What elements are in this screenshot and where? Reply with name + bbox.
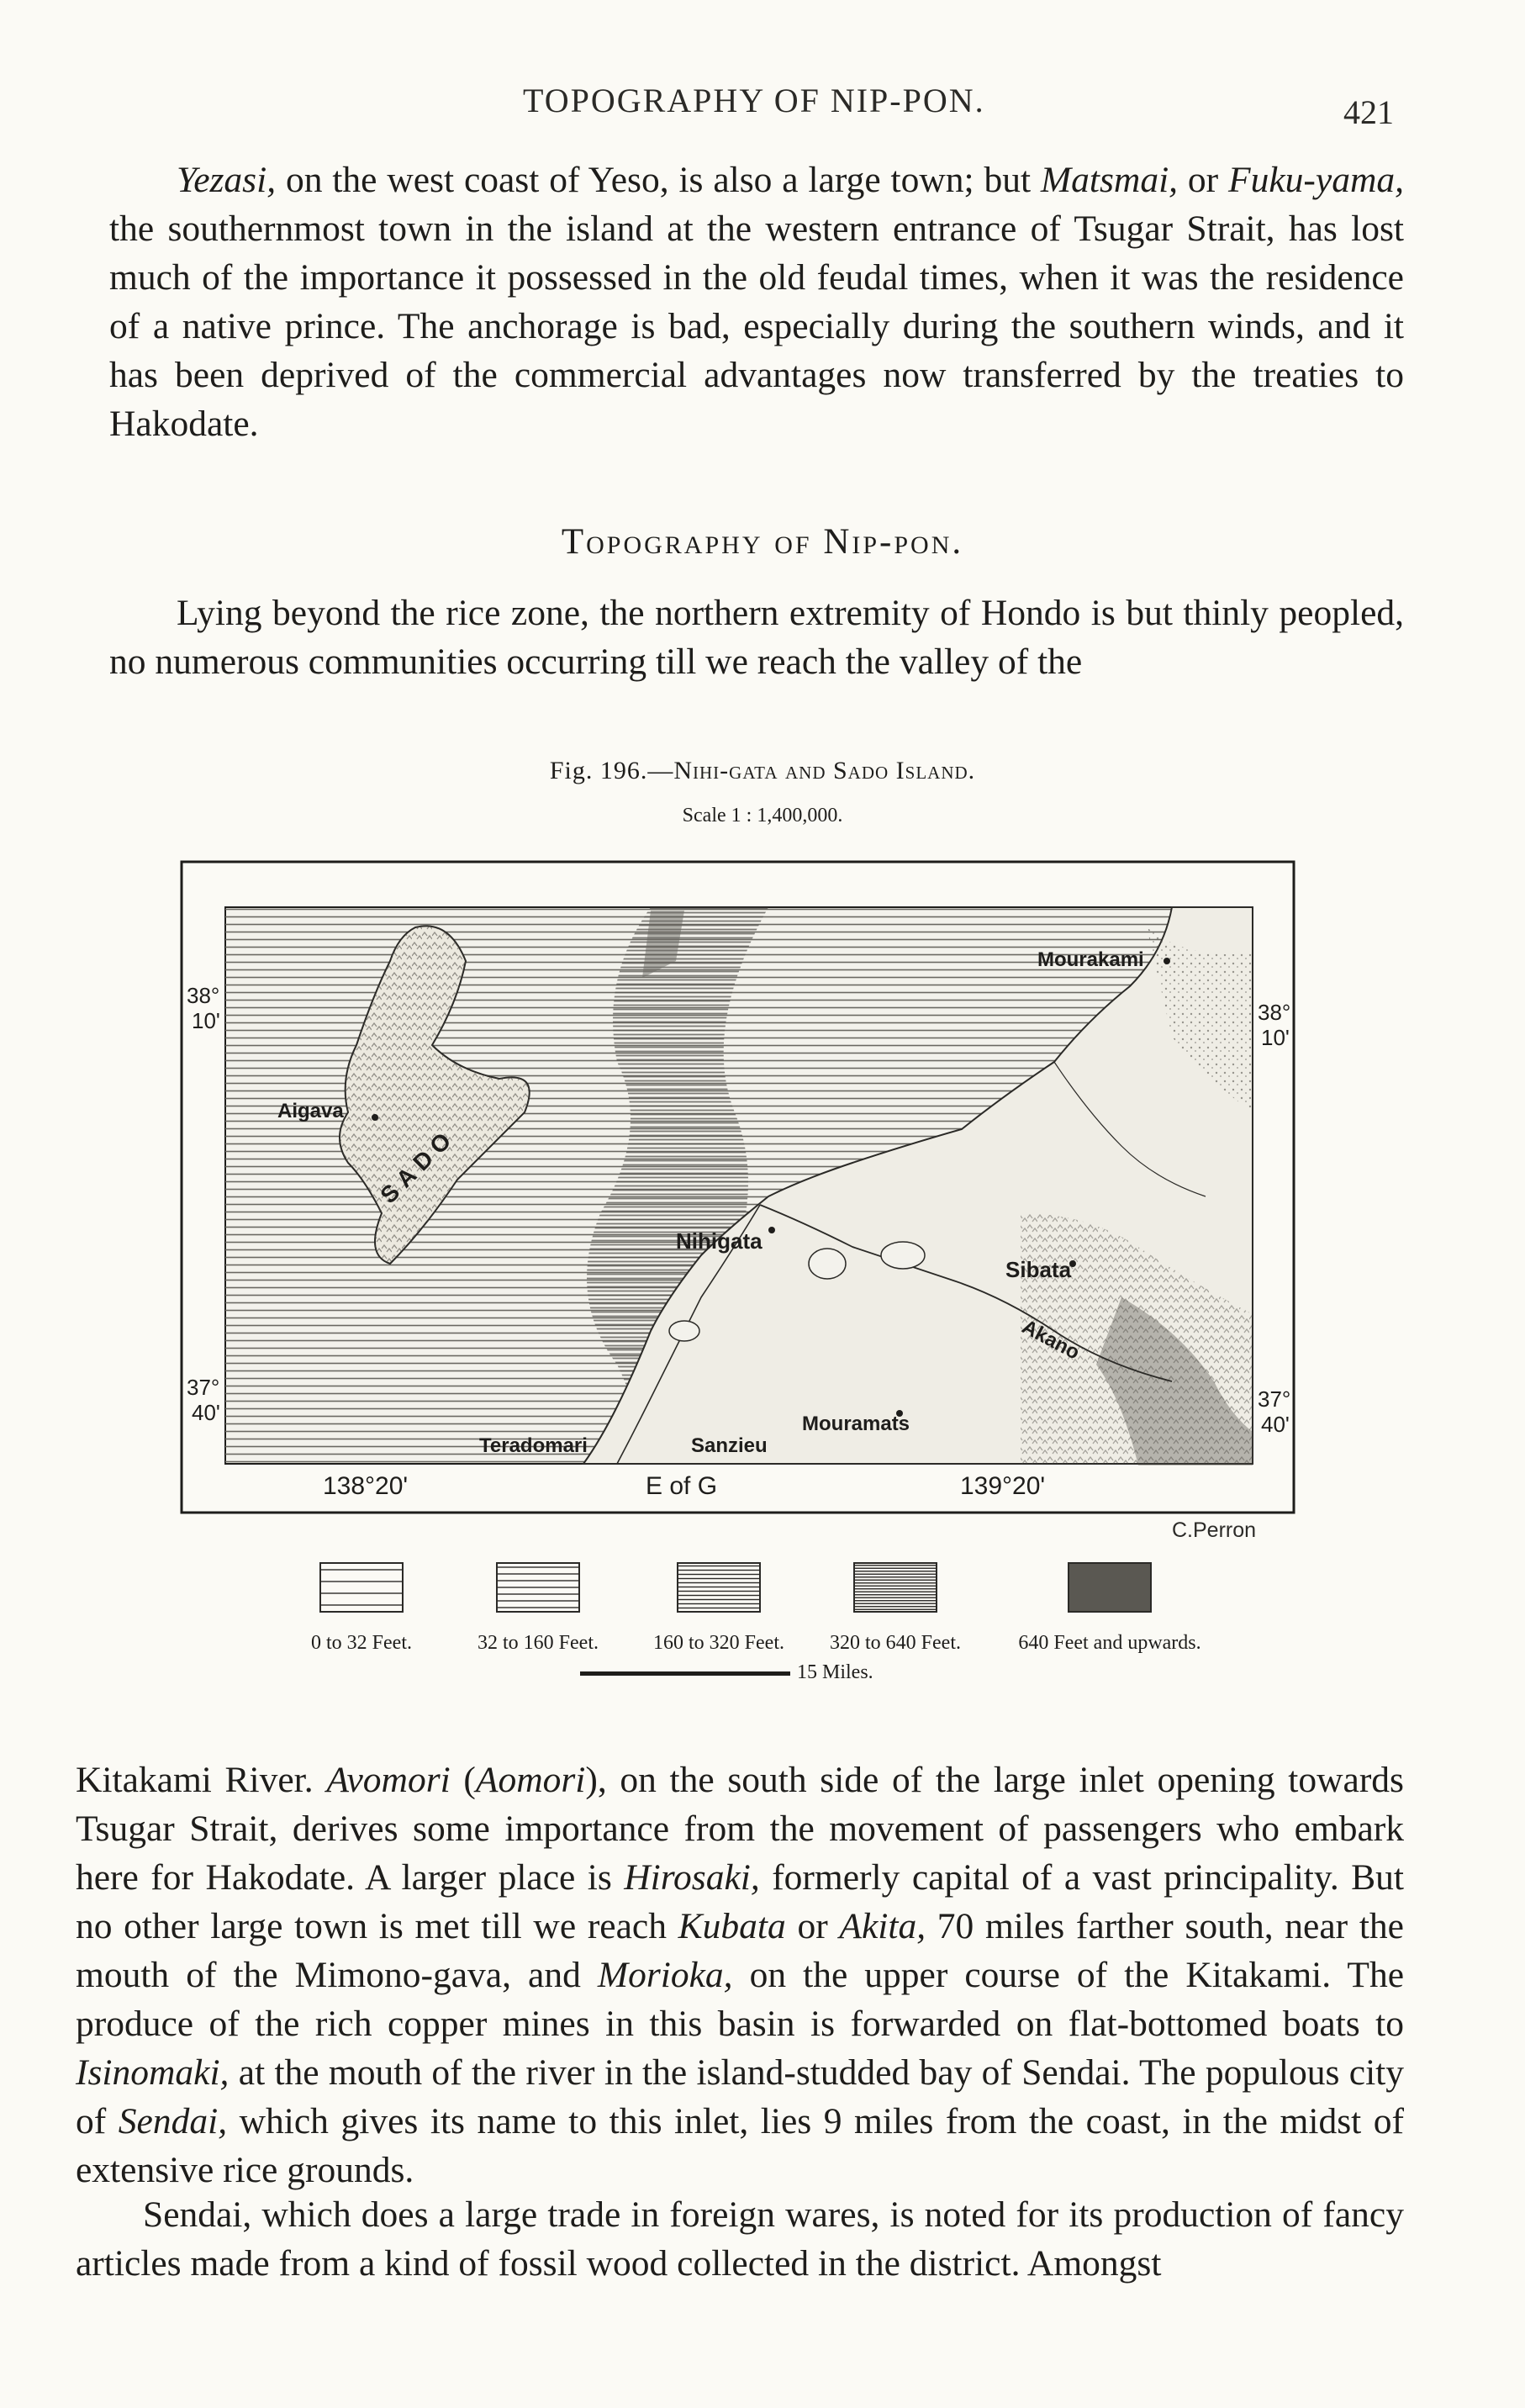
legend-swatch <box>1068 1562 1152 1613</box>
text-segment: Kitakami River. <box>76 1760 327 1800</box>
scale-bar-label: 15 Miles. <box>797 1661 873 1683</box>
label-aigava: Aigava <box>277 1100 344 1122</box>
place-akita: Akita, <box>839 1906 926 1946</box>
text-segment: formerly capital of a vast principality. But no other large town is met till we reach <box>76 1857 1404 1946</box>
label-sibata: Sibata <box>1005 1257 1072 1282</box>
text-segment: on the west coast of Yeso, is also a large town; but <box>276 160 1041 200</box>
paragraph-kitakami <box>76 1756 1404 2194</box>
lat-38-left-min: 10' <box>192 1008 220 1033</box>
text-segment: on the upper course of the Kitakami. The produce of the rich copper mines in this basin is forwarded on flat-bottomed boats to <box>76 1955 1405 2044</box>
lat-37-left-min: 40' <box>192 1400 220 1425</box>
lat-38-right-min: 10' <box>1261 1025 1290 1050</box>
figure-title: —Nihi-gata and Sado Island. <box>647 757 976 784</box>
lat-37-right: 37° <box>1258 1386 1291 1412</box>
text-segment: the southernmost town in the island at the western entrance of Tsugar Strait, has lost much of the importance it possessed in the old feudal times, when it was the residence of a native prince. The anchorage is bad, especially during the southern winds, and it has been deprived of the commercial advantages now transferred by the treaties to Hakodate. <box>109 209 1404 444</box>
map-figure <box>180 860 1295 1514</box>
figure-label: Fig. 196. <box>549 757 648 784</box>
lagoon <box>881 1242 925 1269</box>
text-segment: at the mouth of the river in the island-studded bay of Sendai. The populous city of <box>76 2052 1404 2141</box>
lat-38-left: 38° <box>187 983 220 1008</box>
legend-label: 640 Feet and upwards. <box>1018 1632 1201 1654</box>
place-morioka: Morioka, <box>597 1955 733 1995</box>
place-kubata: Kubata <box>678 1906 786 1946</box>
text-segment: which gives its name to this inlet, lies 9 miles from the coast, in the midst of extensive rice grounds. <box>76 2101 1404 2190</box>
legend-item <box>471 1562 605 1655</box>
legend-swatch <box>496 1562 580 1613</box>
lat-37-left: 37° <box>187 1375 220 1400</box>
scale-bar-line <box>580 1671 790 1676</box>
text-segment: or <box>1178 160 1229 200</box>
label-nihigata: Nihigata <box>676 1228 762 1254</box>
page-number: 421 <box>1343 93 1394 131</box>
lon-right: 139°20' <box>960 1472 1046 1500</box>
place-sendai: Sendai, <box>118 2101 228 2141</box>
section-heading: Topography of Nip-pon. <box>561 522 964 562</box>
lagoon <box>809 1249 846 1279</box>
legend-label: 320 to 640 Feet. <box>830 1632 961 1654</box>
place-aomori: Aomori <box>475 1760 586 1800</box>
legend-item <box>824 1562 967 1655</box>
legend-item <box>992 1562 1227 1655</box>
scale-bar <box>580 1661 873 1684</box>
text-segment: ( <box>450 1760 476 1800</box>
label-sado: SADO <box>375 1122 462 1209</box>
label-sanzieu: Sanzieu <box>691 1434 768 1457</box>
legend-item <box>647 1562 790 1655</box>
town-dot-nihigata <box>768 1227 775 1233</box>
paragraph-text: Sendai, which does a large trade in foreign wares, is noted for its production of fancy articles made from a kind of fossil wood collected in the district. Amongst <box>76 2194 1404 2284</box>
lagoon <box>669 1321 699 1341</box>
legend-swatch <box>677 1562 761 1613</box>
legend-label: 0 to 32 Feet. <box>311 1632 412 1654</box>
legend-swatch <box>319 1562 404 1613</box>
figure-scale: Scale 1 : 1,400,000. <box>682 805 843 826</box>
lon-center: E of G <box>646 1472 718 1500</box>
legend-label: 160 to 320 Feet. <box>653 1632 784 1654</box>
place-hirosaki: Hirosaki, <box>624 1857 760 1898</box>
legend-swatch <box>853 1562 937 1613</box>
paragraph-sendai <box>76 2190 1404 2288</box>
legend-label: 32 to 160 Feet. <box>478 1632 599 1654</box>
place-fukuyama: Fuku-yama, <box>1228 160 1404 200</box>
lat-37-right-min: 40' <box>1261 1412 1290 1437</box>
lat-38-right: 38° <box>1258 1000 1291 1025</box>
town-dot-aigava <box>372 1114 378 1121</box>
legend-item <box>303 1562 420 1655</box>
place-yezasi: Yezasi, <box>177 160 277 200</box>
place-isinomaki: Isinomaki, <box>76 2052 230 2093</box>
label-mourakami: Mourakami <box>1037 948 1144 971</box>
text-segment: 70 miles farther south, near the mouth of the Mimono-gava, and <box>76 1906 1404 1995</box>
town-dot-mourakami <box>1164 958 1170 964</box>
map-credit: C.Perron <box>1172 1518 1257 1542</box>
label-teradomari: Teradomari <box>479 1434 588 1457</box>
paragraph-yezasi <box>109 156 1404 448</box>
label-akano: Akano <box>1018 1315 1084 1365</box>
paragraph-lying-beyond <box>109 589 1404 686</box>
lon-left: 138°20' <box>323 1472 409 1500</box>
figure-caption <box>0 757 1525 785</box>
paragraph-text: Lying beyond the rice zone, the northern extremity of Hondo is but thinly peopled, no numerous communities occurring till we reach the valley of the <box>109 593 1404 682</box>
place-avomori: Avomori <box>326 1760 451 1800</box>
text-segment: ), on the south side of the large inlet opening towards Tsugar Strait, derives some importance from the movement of passengers who embark here for Hakodate. A larger place is <box>76 1760 1404 1898</box>
place-matsmai: Matsmai, <box>1040 160 1179 200</box>
running-title: TOPOGRAPHY OF NIP-PON. <box>523 82 985 119</box>
label-mouramats: Mouramats <box>802 1413 910 1435</box>
text-segment: or <box>785 1906 840 1946</box>
